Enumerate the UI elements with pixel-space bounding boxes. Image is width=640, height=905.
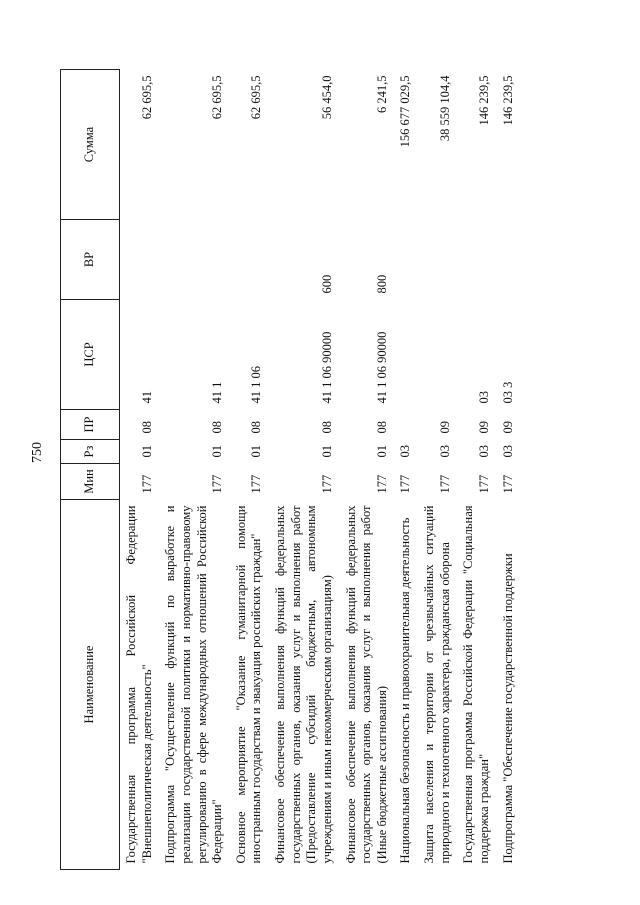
table-row	[230, 70, 269, 870]
table-row	[120, 70, 160, 870]
row-vr	[159, 220, 230, 300]
header-csr: ЦСР	[61, 300, 120, 410]
row-name: Подпрограмма "Осуществление функций по выработке и реализации государственной политики и нормативно-правовому регулированию в сфере международных отношений Российской Федерации"	[163, 505, 225, 864]
row-vr	[497, 220, 521, 300]
row-name: Государственная программа Российской Федерации "Социальная поддержка граждан"	[461, 505, 491, 864]
row-min: 177	[139, 474, 154, 494]
row-sum: 146 239,5	[500, 75, 515, 126]
row-name: Защита населения и территории от чрезвычайных ситуаций природного и техногенного характера, гражданская оборона	[422, 505, 452, 864]
row-sum: 146 239,5	[476, 75, 491, 126]
table-row	[340, 70, 395, 870]
row-csr: 03	[476, 391, 491, 404]
row-rz: 03	[437, 445, 452, 458]
table-row	[394, 70, 418, 870]
row-min: 177	[437, 474, 452, 494]
row-min: 177	[500, 474, 515, 494]
row-sum: 62 695,5	[210, 75, 225, 120]
table-container	[60, 70, 600, 870]
row-csr: 03 3	[500, 381, 515, 404]
row-pr: 08	[374, 421, 389, 434]
header-sum: Сумма	[61, 70, 120, 220]
budget-table	[60, 69, 520, 870]
row-sum: 62 695,5	[249, 75, 264, 120]
row-csr	[418, 300, 457, 410]
row-name: Финансовое обеспечение выполнения функций федеральных государственных органов, оказания услуг и выполнения работ (Иные бюджетные ассигнования)	[343, 505, 389, 864]
row-vr	[394, 220, 418, 300]
row-pr: 08	[319, 421, 334, 434]
row-name: Финансовое обеспечение выполнения функций федеральных государственных органов, оказания услуг и выполнения работ (Предоставление субсидий бюджетным, автономным учреждениям и иным некоммерческим организациям)	[273, 505, 334, 864]
row-min: 177	[319, 474, 334, 494]
row-rz: 01	[319, 445, 334, 458]
row-rz: 03	[500, 445, 515, 458]
row-pr: 09	[500, 421, 515, 434]
header-rz: Рз	[61, 440, 120, 464]
row-pr: 08	[249, 421, 264, 434]
row-pr: 09	[476, 421, 491, 434]
row-min: 177	[374, 474, 389, 494]
row-rz: 03	[398, 445, 413, 458]
page-number: 750	[30, 442, 45, 463]
row-vr	[418, 220, 457, 300]
row-pr: 08	[210, 421, 225, 434]
row-rz: 03	[476, 445, 491, 458]
header-min: Мин	[61, 464, 120, 500]
row-vr	[230, 220, 269, 300]
row-csr	[394, 300, 418, 410]
row-vr: 600	[319, 274, 334, 294]
table-row	[497, 70, 521, 870]
row-pr	[394, 410, 418, 440]
row-rz: 01	[210, 445, 225, 458]
row-csr: 41	[139, 391, 154, 404]
table-row	[159, 70, 230, 870]
row-csr: 41 1	[210, 381, 225, 404]
row-csr: 41 1 06 90000	[374, 331, 389, 404]
row-sum: 156 677 029,5	[398, 75, 413, 148]
row-sum: 38 559 104,4	[437, 75, 452, 142]
table-row	[418, 70, 457, 870]
row-name: Национальная безопасность и правоохранительная деятельность	[398, 517, 413, 864]
row-sum: 6 241,5	[374, 75, 389, 113]
row-csr: 41 1 06 90000	[319, 331, 334, 404]
row-pr: 08	[139, 421, 154, 434]
row-vr	[120, 220, 160, 300]
row-min: 177	[476, 474, 491, 494]
row-pr: 09	[437, 421, 452, 434]
row-name: Государственная программа Российской Федерации "Внешнеполитическая деятельность"	[124, 505, 154, 864]
row-sum: 56 454,0	[319, 75, 334, 120]
row-min: 177	[210, 474, 225, 494]
row-name: Основное мероприятие "Оказание гуманитарной помощи иностранным государствам и эвакуация российских граждан"	[233, 505, 264, 864]
row-min: 177	[249, 474, 264, 494]
header-name: Наименование	[61, 500, 120, 870]
table-row	[457, 70, 496, 870]
row-csr: 41 1 06	[249, 366, 264, 404]
row-rz: 01	[139, 445, 154, 458]
row-name: Подпрограмма "Обеспечение государственной поддержки	[500, 553, 515, 864]
row-min: 177	[398, 474, 413, 494]
header-vr: ВР	[61, 220, 120, 300]
row-vr	[457, 220, 496, 300]
table-header-row	[61, 70, 120, 870]
header-pr: ПР	[61, 410, 120, 440]
row-rz: 01	[249, 445, 264, 458]
landscape-page	[60, 70, 600, 870]
table-row	[269, 70, 340, 870]
row-sum: 62 695,5	[139, 75, 154, 120]
row-rz: 01	[374, 445, 389, 458]
row-vr: 800	[374, 274, 389, 294]
